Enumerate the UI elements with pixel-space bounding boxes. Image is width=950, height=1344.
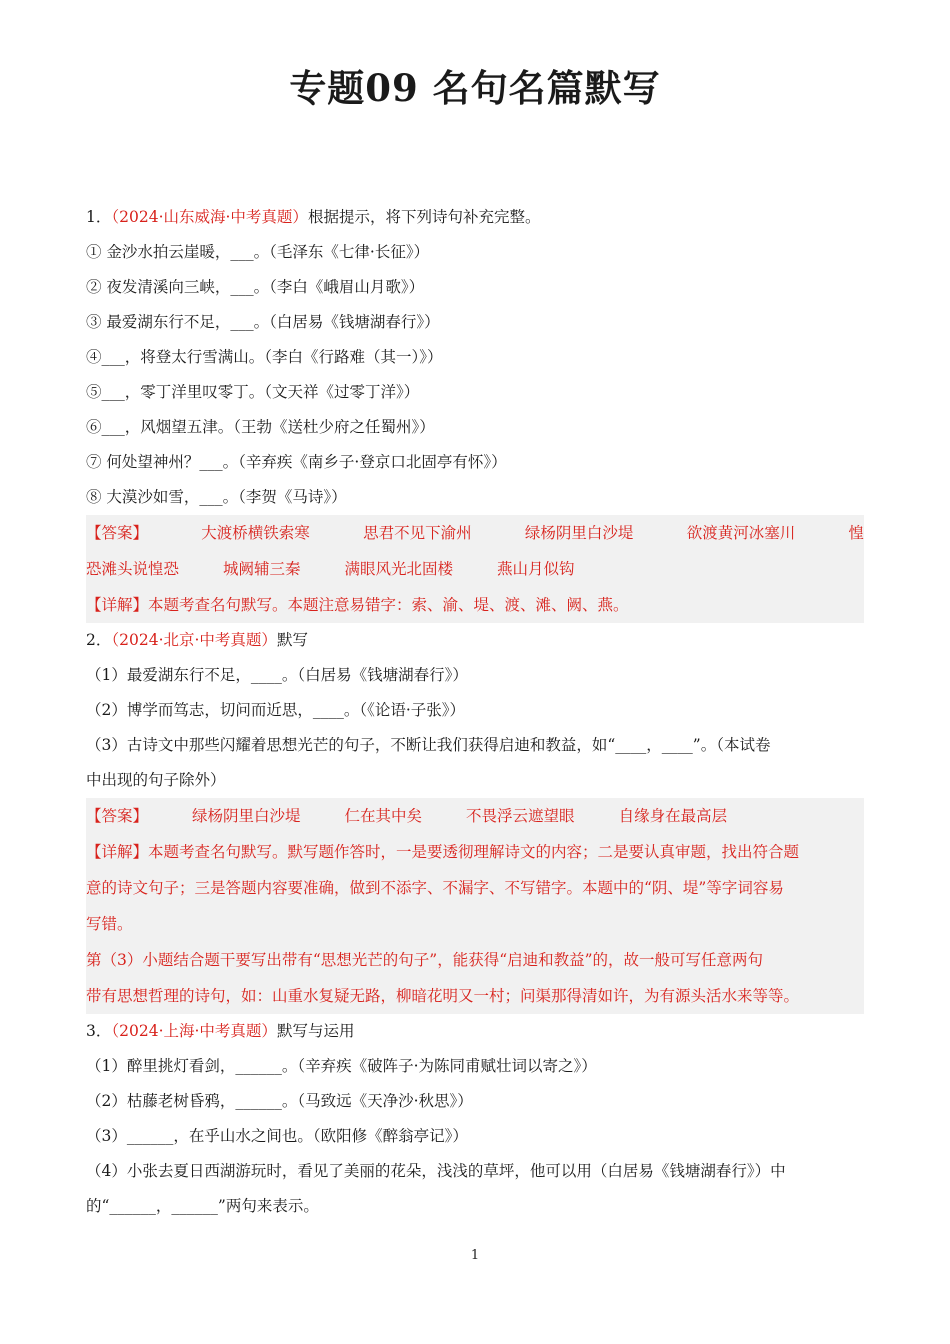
detail-label: 【详解】 [86,596,149,614]
q3-item-4-line-1: （4）小张去夏日西湖游玩时，看见了美丽的花朵，浅浅的草坪，他可以用（白居易《钱塘湖春行》）中 [86,1162,786,1180]
q1-item-8: ⑧ 大漠沙如雪，___。（李贺《马诗》） [86,488,347,506]
answer-item: 仁在其中矣 [344,807,423,825]
answer-item: 恐滩头说惶恐 [86,560,180,578]
question-2-header [86,623,864,658]
answer-item: 满眼风光北固楼 [344,560,454,578]
q3-item-2: （2）枯藤老树昏鸦，______。（马致远《天净沙·秋思》） [86,1092,473,1110]
answer-item: 惶 [848,524,864,542]
page-number: 1 [470,1248,480,1263]
q2-answer-box [86,798,864,1014]
question-3-header [86,1014,864,1049]
q1-item-7: ⑦ 何处望神州？___。（辛弃疾《南乡子·登京口北固亭有怀》） [86,453,507,471]
q3-item-4-line-2: 的“______，______”两句来表示。 [86,1197,319,1215]
q2-detail-line-2: 意的诗文句子；三是答题内容要准确，做到不添字、不漏字、不写错字。本题中的“阴、堤”等字词容易 [86,879,784,897]
answer-item: 自缘身在最高层 [618,807,728,825]
q2-answer-line [86,798,864,834]
q2-detail-line-1 [86,834,864,870]
q1-item-3: ③ 最爱湖东行不足，___。（白居易《钱塘湖春行》） [86,313,440,331]
q1-item-1: ① 金沙水拍云崖暖，___。（毛泽东《七律·长征》） [86,243,430,261]
q2-item-1: （1）最爱湖东行不足，____。（白居易《钱塘湖春行》） [86,666,468,684]
question-source: （2024·山东威海·中考真题） [111,208,308,226]
detail-text: 本题考查名句默写。默写题作答时，一是要透彻理解诗文的内容；二是要认真审题，找出符合题 [148,843,800,861]
q2-detail-line-4: 第（3）小题结合题干要写出带有“思想光芒的句子”，能获得“启迪和教益”的，故一般可写任意两句 [86,951,764,969]
q2-item-2: （2）博学而笃志，切问而近思，____。（《论语·子张》） [86,701,466,719]
question-stem: 根据提示，将下列诗句补充完整。 [307,208,541,226]
q1-detail [86,587,864,623]
answer-item: 绿杨阴里白沙堤 [524,524,634,542]
answer-item: 城阙辅三秦 [223,560,301,578]
answer-item: 大渡桥横铁索寒 [201,524,310,542]
q2-item-3-line-1: （3）古诗文中那些闪耀着思想光芒的句子，不断让我们获得启迪和教益，如“____，____”。（本试卷 [86,736,771,754]
q1-item-2: ② 夜发清溪向三峡，___。（李白《峨眉山月歌》） [86,278,425,296]
answer-item: 不畏浮云遮望眼 [466,807,575,825]
answer-item: 绿杨阴里白沙堤 [192,807,301,825]
q2-detail-line-3: 写错。 [86,915,133,933]
question-stem: 默写与运用 [276,1022,355,1040]
q1-answer-line-2 [86,551,864,587]
question-source: （2024·上海·中考真题） [111,1022,277,1040]
q2-item-3-line-2: 中出现的句子除外） [86,771,226,789]
question-number: 3． [86,1022,112,1040]
q3-item-1: （1）醉里挑灯看剑，______。（辛弃疾《破阵子·为陈同甫赋壮词以寄之》） [86,1057,597,1075]
q1-item-5: ⑤___，零丁洋里叹零丁。（文天祥《过零丁洋》） [86,383,420,401]
q1-answer-box [86,515,864,623]
q2-detail-line-5: 带有思想哲理的诗句，如：山重水复疑无路，柳暗花明又一村；问渠那得清如许，为有源头活水来等等。 [86,987,800,1005]
answer-item: 思君不见下渝州 [363,524,472,542]
answer-label: 【答案】 [86,524,149,542]
answer-label: 【答案】 [86,807,149,825]
detail-text: 本题考查名句默写。本题注意易错字：索、渝、堤、渡、滩、阙、燕。 [148,596,629,614]
question-source: （2024·北京·中考真题） [111,631,277,649]
q1-answer-line-1 [86,515,864,551]
question-number: 1． [86,208,112,226]
question-1-header [86,200,864,235]
answer-item: 欲渡黄河冰塞川 [686,524,796,542]
q1-item-6: ⑥___，风烟望五津。（王勃《送杜少府之任蜀州》） [86,418,435,436]
answer-item: 燕山月似钩 [497,560,575,578]
question-list [86,200,864,1224]
q1-item-4: ④___，将登太行雪满山。（李白《行路难（其一）》） [86,348,443,366]
q3-item-3: （3）______，在乎山水之间也。（欧阳修《醉翁亭记》） [86,1127,468,1145]
question-number: 2． [86,631,112,649]
detail-label: 【详解】 [86,843,149,861]
question-stem: 默写 [276,631,308,649]
page-title: 专题09 名句名篇默写 [289,66,661,110]
